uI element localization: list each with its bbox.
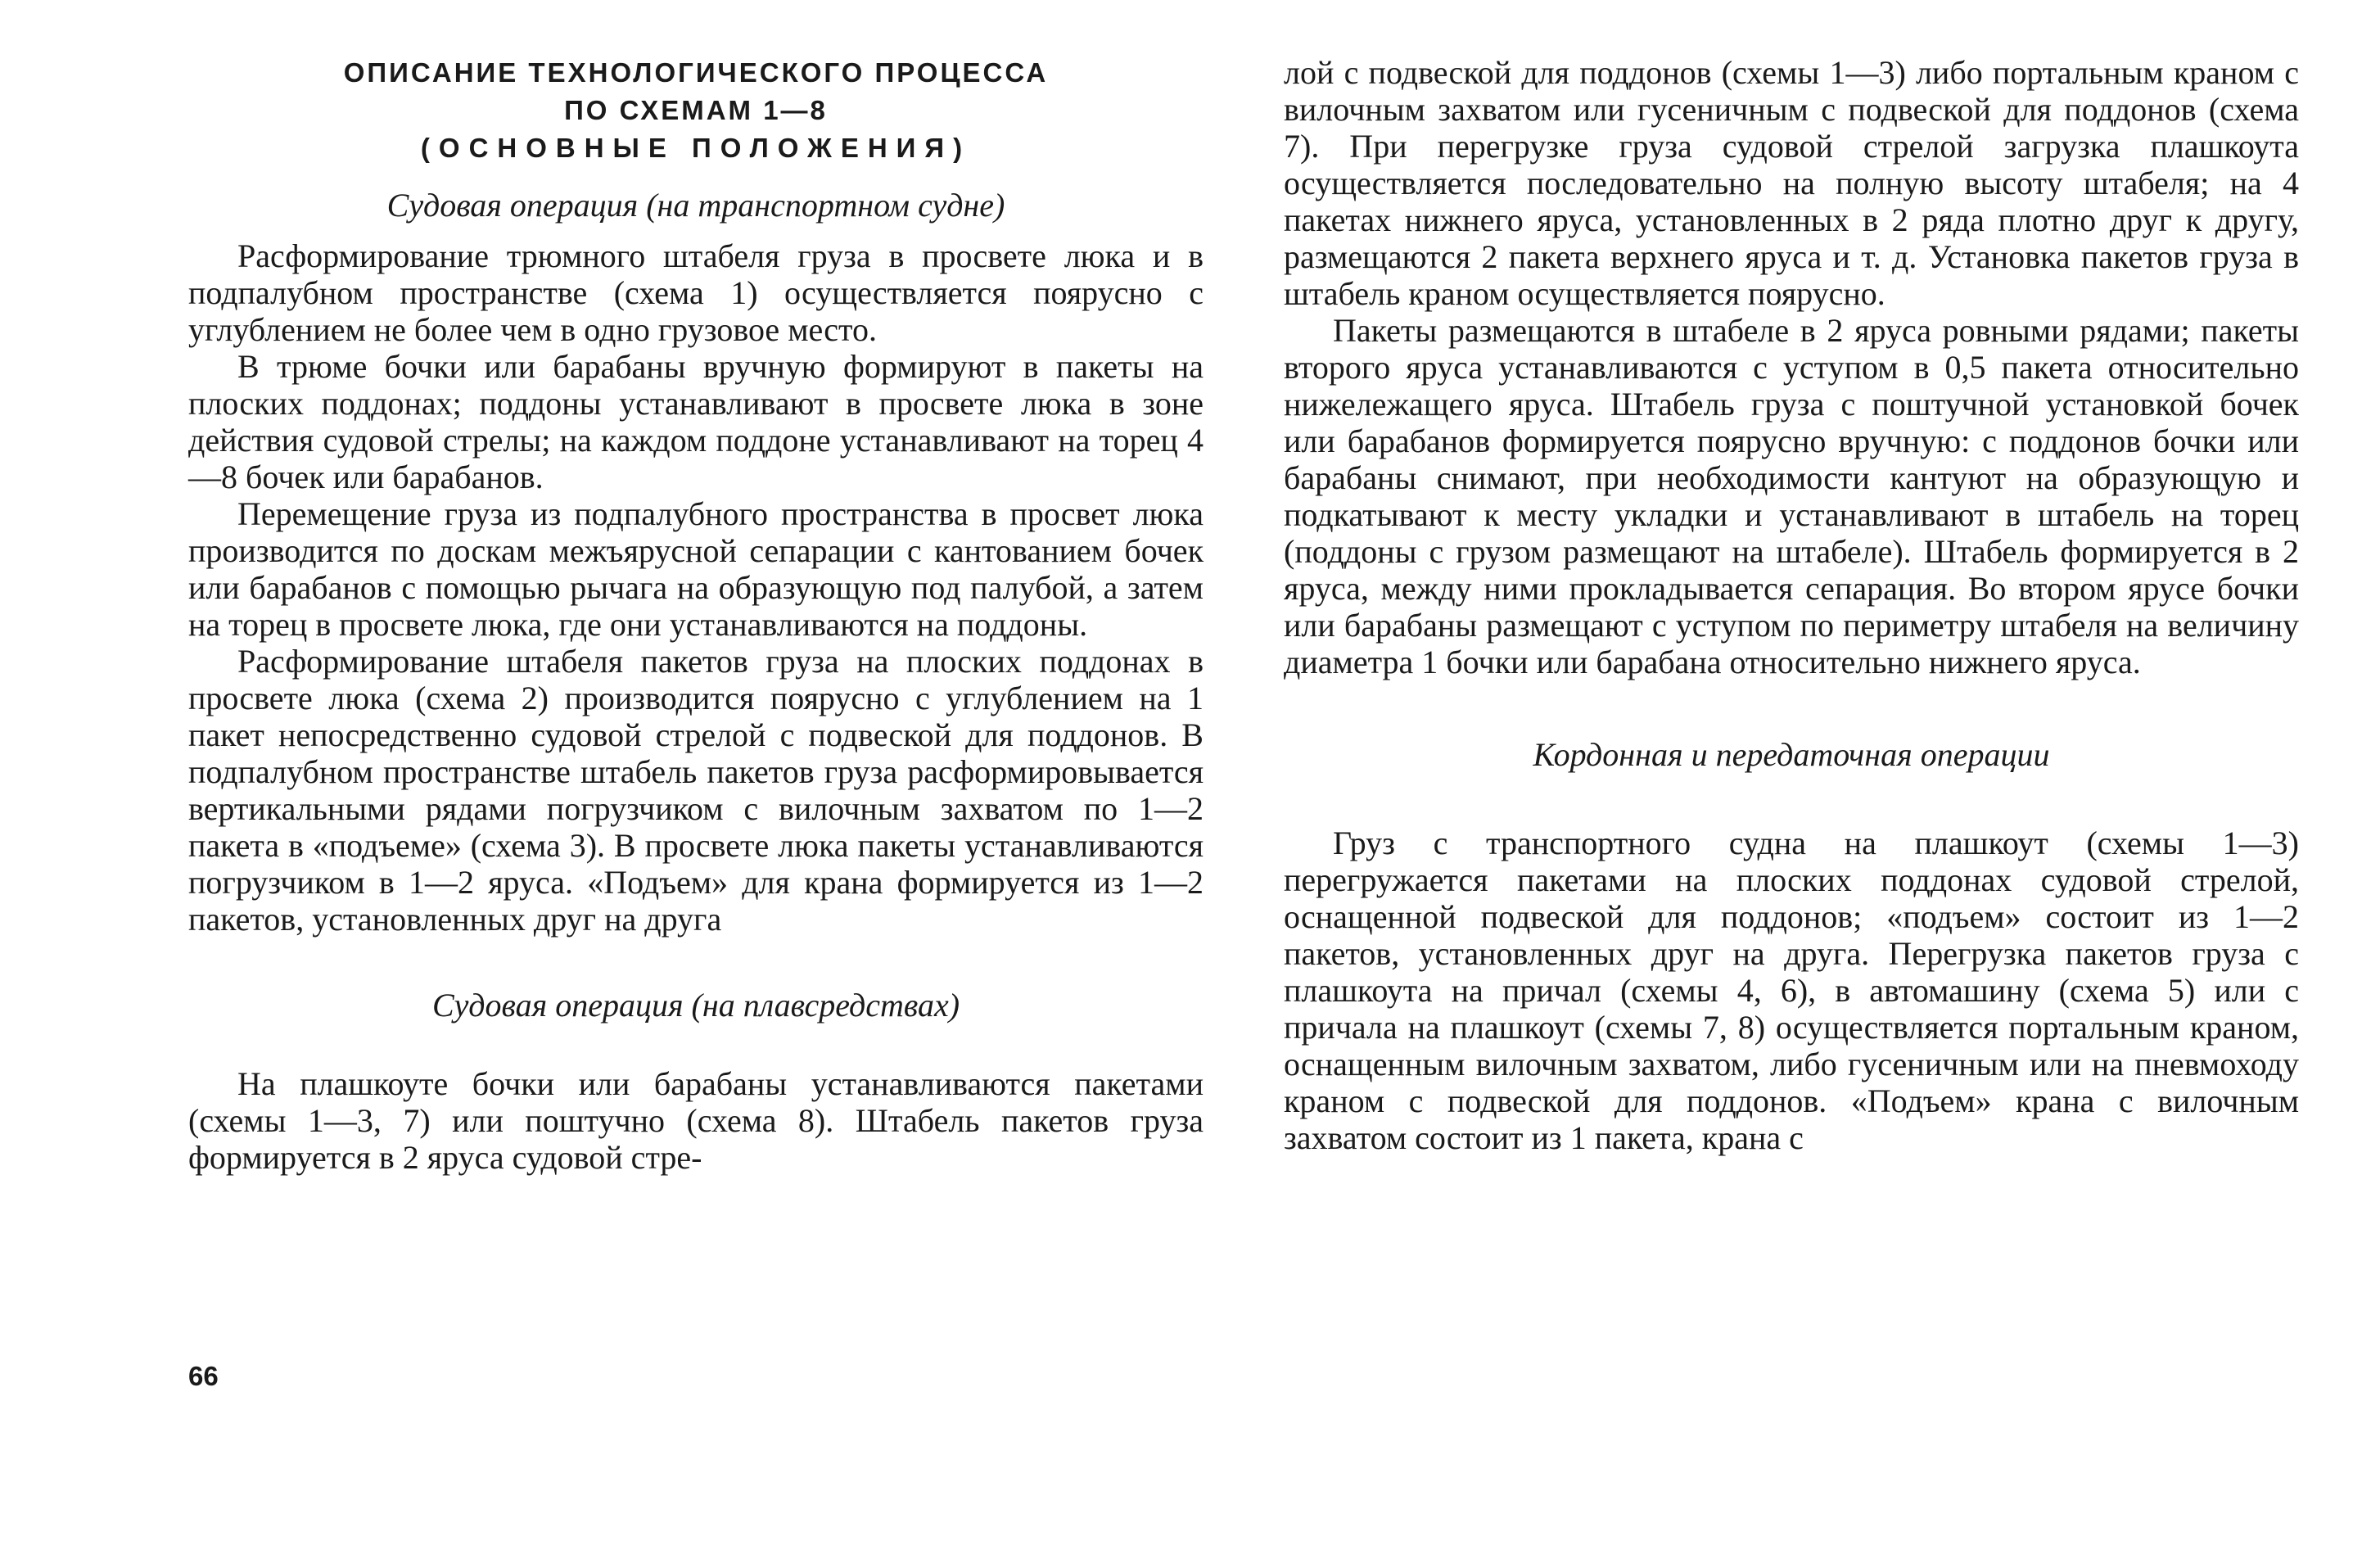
right-page (1284, 54, 2299, 1156)
page-number: 66 (188, 1361, 219, 1391)
section-title-cordon-operation: Кордонная и передаточная операции (1533, 736, 2050, 773)
paragraph: На плашкоуте бочки или барабаны устанавливаются пакетами (схемы 1—3, 7) или поштучно (схема 8). Штабель пакетов груза формируется в 2 яруса судовой стре- (188, 1065, 1204, 1176)
paragraph: Расформирование штабеля пакетов груза на плоских поддонах в просвете люка (схема 2) производится поярусно с углублением на 1 пакет непосредственно судовой стрелой с подвеской для поддонов. В подпалубном пространстве штабель пакетов груза расформировывается вертикальными рядами погрузчиком с вилочным захватом по 1—2 пакета в «подъеме» (схема 3). В просвете люка пакеты устанавливаются погрузчиком в 1—2 яруса. «Подъем» для крана формируется из 1—2 пакетов, установленных друг на друга (188, 643, 1204, 938)
heading-line-2: ПО СХЕМАМ 1—8 (564, 95, 828, 125)
paragraph: Груз с транспортного судна на плашкоут (схемы 1—3) перегружается пакетами на плоских поддонах судовой стрелой, оснащенной подвеской для поддонов; «подъем» состоит из 1—2 пакетов, установленных друг на друга. Перегрузка пакетов груза с плашкоута на причал (схемы 4, 6), в автомашину (схема 5) или с причала на плашкоут (схемы 7, 8) осуществляется портальным краном, оснащенным вилочным захватом, либо гусеничным или на пневмоходу краном с подвеской для поддонов. «Подъем» крана с вилочным захватом состоит из 1 пакета, крана с (1284, 825, 2299, 1156)
paragraph: Перемещение груза из подпалубного пространства в просвет люка производится по доскам межъярусной сепарации с кантованием бочек или барабанов с помощью рычага на образующую под палубой, а затем на торец в просвете люка, где они устанавливаются на поддоны. (188, 495, 1204, 643)
paragraph: В трюме бочки или барабаны вручную формируют в пакеты на плоских поддонах; поддоны устанавливают в просвете люка в зоне действия судовой стрелы; на каждом поддоне устанавливают на торец 4—8 бочек или барабанов. (188, 348, 1204, 495)
section-title-ship-operation: Судовая операция (на транспортном судне) (386, 187, 1005, 224)
section-title-floating-craft: Судовая операция (на плавсредствах) (431, 987, 960, 1024)
left-page (188, 0, 1204, 1176)
heading-line-3: (ОСНОВНЫЕ ПОЛОЖЕНИЯ) (420, 133, 972, 163)
paragraph-continued: лой с подвеской для поддонов (схемы 1—3) либо портальным краном с вилочным захватом или гусеничным с подвеской для поддонов (схема 7). При перегрузке груза судовой стрелой загрузка плашкоута осуществляется последовательно на полную высоту штабеля; на 4 пакетах нижнего яруса, установленных в 2 ряда плотно друг к другу, размещаются 2 пакета верхнего яруса и т. д. Установка пакетов груза в штабель краном осуществляется поярусно. (1284, 54, 2299, 312)
paragraph: Пакеты размещаются в штабеле в 2 яруса ровными рядами; пакеты второго яруса устанавливаются с уступом в 0,5 пакета относительно нижележащего яруса. Штабель груза с поштучной установкой бочек или барабанов формируется поярусно вручную: с поддонов бочки или барабаны снимают, при необходимости кантуют на образующую и подкатывают к месту укладки и устанавливают в штабель на торец (поддоны с грузом размещают на штабеле). Штабель формируется в 2 яруса, между ними прокладывается сепарация. Во втором ярусе бочки или барабаны размещают с уступом по периметру штабеля на величину диаметра 1 бочки или барабана относительно нижнего яруса. (1284, 312, 2299, 680)
heading-line-1: ОПИСАНИЕ ТЕХНОЛОГИЧЕСКОГО ПРОЦЕССА (343, 57, 1049, 88)
paragraph: Расформирование трюмного штабеля груза в просвете люка и в подпалубном пространстве (схема 1) осуществляется поярусно с углублением не более чем в одно грузовое место. (188, 237, 1204, 348)
document-heading (188, 54, 1204, 167)
